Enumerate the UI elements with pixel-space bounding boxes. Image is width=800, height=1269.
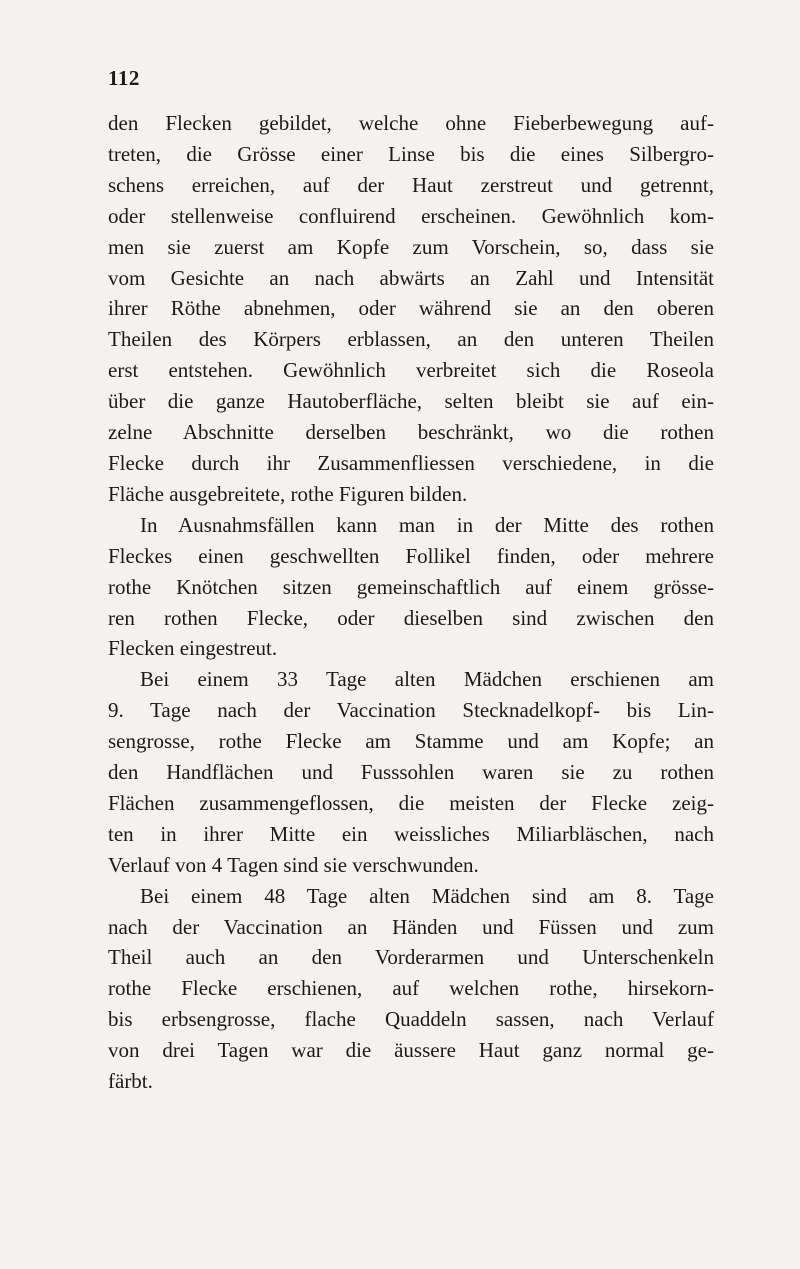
text-line: bis erbsengrosse, flache Quaddeln sassen, nach Verlauf bbox=[108, 1007, 714, 1032]
text-line: rothe Knötchen sitzen gemeinschaftlich auf einem grösse- bbox=[108, 574, 714, 599]
paragraph bbox=[108, 664, 714, 880]
text-line: vom Gesichte an nach abwärts an Zahl und Intensität bbox=[108, 265, 714, 290]
text-line: nach der Vaccination an Händen und Füssen und zum bbox=[108, 914, 714, 939]
text-line: den Flecken gebildet, welche ohne Fieberbewegung auf- bbox=[108, 111, 714, 135]
text-line: über die ganze Hautoberfläche, selten bleibt sie auf ein- bbox=[108, 389, 714, 414]
text-line: ten in ihrer Mitte ein weissliches Miliarbläschen, nach bbox=[108, 821, 714, 846]
text-line: färbt. bbox=[108, 1069, 153, 1094]
body-text bbox=[108, 108, 714, 1097]
text-line: In Ausnahmsfällen kann man in der Mitte des rothen bbox=[140, 512, 714, 537]
text-line: Verlauf von 4 Tagen sind sie verschwunden. bbox=[108, 852, 479, 877]
paragraph bbox=[108, 510, 714, 665]
text-line: sengrosse, rothe Flecke am Stamme und am Kopfe; an bbox=[108, 729, 714, 754]
text-line: erst entstehen. Gewöhnlich verbreitet sich die Roseola bbox=[108, 358, 714, 383]
text-line: Fleckes einen geschwellten Follikel finden, oder mehrere bbox=[108, 543, 714, 568]
text-line: schens erreichen, auf der Haut zerstreut und getrennt, bbox=[108, 172, 714, 197]
text-line: ren rothen Flecke, oder dieselben sind zwischen den bbox=[108, 605, 714, 630]
text-line: Theil auch an den Vorderarmen und Unterschenkeln bbox=[108, 945, 714, 970]
text-line: Bei einem 33 Tage alten Mädchen erschienen am bbox=[140, 667, 714, 692]
text-line: men sie zuerst am Kopfe zum Vorschein, so, dass sie bbox=[108, 234, 714, 259]
text-line: oder stellenweise confluirend erscheinen. Gewöhnlich kom- bbox=[108, 203, 714, 228]
page-number: 112 bbox=[108, 66, 140, 90]
paragraph bbox=[108, 108, 714, 510]
text-line: Theilen des Körpers erblassen, an den unteren Theilen bbox=[108, 327, 714, 352]
text-line: Fläche ausgebreitete, rothe Figuren bilden. bbox=[108, 481, 468, 506]
text-line: rothe Flecke erschienen, auf welchen rothe, hirsekorn- bbox=[108, 976, 714, 1001]
text-line: von drei Tagen war die äussere Haut ganz normal ge- bbox=[108, 1038, 714, 1063]
text-line: Flächen zusammengeflossen, die meisten der Flecke zeig- bbox=[108, 790, 714, 815]
text-line: treten, die Grösse einer Linse bis die eines Silbergro- bbox=[108, 141, 714, 166]
text-line: Flecke durch ihr Zusammenfliessen verschiedene, in die bbox=[108, 450, 714, 475]
text-line: Flecken eingestreut. bbox=[108, 636, 278, 661]
text-line: ihrer Röthe abnehmen, oder während sie an den oberen bbox=[108, 296, 714, 321]
text-line: 9. Tage nach der Vaccination Stecknadelkopf- bis Lin- bbox=[108, 698, 714, 723]
text-line: Bei einem 48 Tage alten Mädchen sind am 8. Tage bbox=[140, 883, 714, 908]
paragraph bbox=[108, 881, 714, 1097]
text-line: zelne Abschnitte derselben beschränkt, wo die rothen bbox=[108, 420, 714, 445]
text-line: den Handflächen und Fusssohlen waren sie zu rothen bbox=[108, 760, 714, 785]
